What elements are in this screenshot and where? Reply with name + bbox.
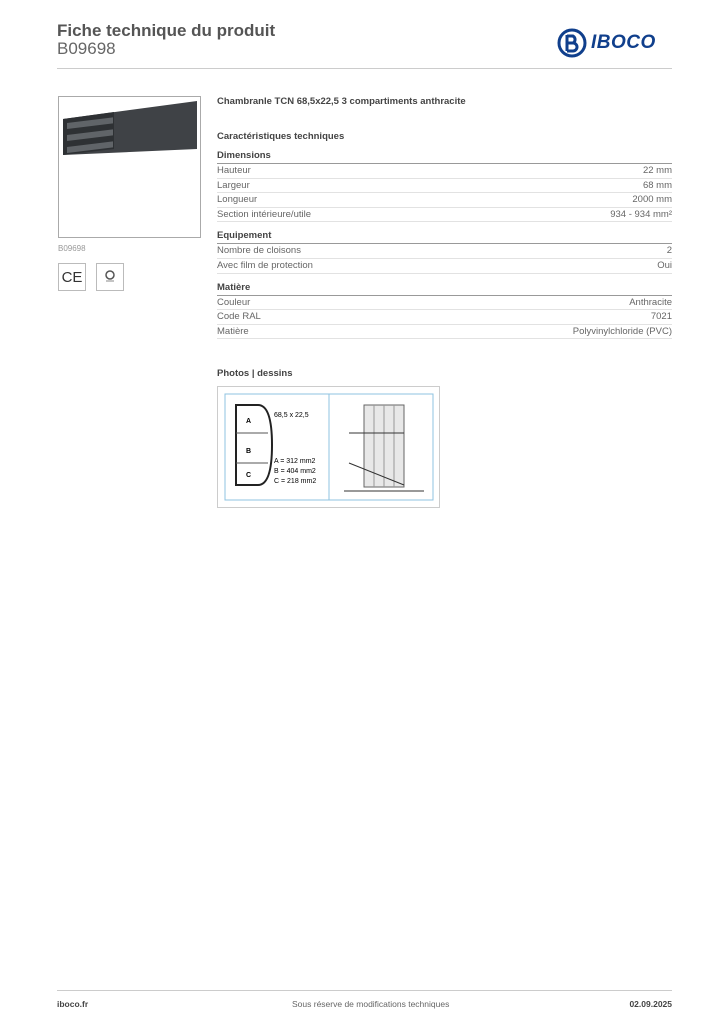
- spec-value: Polyvinylchloride (PVC): [572, 325, 672, 337]
- spec-label: Hauteur: [217, 165, 251, 176]
- area-b: B = 404 mm2: [274, 468, 316, 475]
- spec-group: [217, 230, 672, 273]
- spec-group: [217, 282, 672, 340]
- logo-icon: [557, 28, 587, 58]
- spec-row: [217, 259, 672, 274]
- spec-value: Anthracite: [629, 296, 672, 308]
- section-title: Caractéristiques techniques: [217, 131, 345, 142]
- product-image: [58, 96, 201, 238]
- footer-site[interactable]: iboco.fr: [57, 999, 89, 1009]
- image-code: B09698: [58, 244, 86, 253]
- photos-title: Photos | dessins: [217, 368, 293, 379]
- spec-row: [217, 164, 672, 179]
- spec-value: 22 mm: [642, 165, 672, 176]
- ce-mark-icon: [58, 263, 86, 291]
- group-title: Dimensions: [217, 150, 672, 164]
- area-a: A = 312 mm2: [274, 458, 316, 465]
- spec-row: [217, 244, 672, 259]
- spec-label: Longueur: [217, 194, 258, 206]
- ce-text: CE: [61, 268, 83, 286]
- product-code: B09698: [57, 39, 116, 58]
- product-name: Chambranle TCN 68,5x22,5 3 compartiments anthracite: [217, 96, 466, 107]
- spec-label: Nombre de cloisons: [217, 245, 301, 257]
- spec-row: [217, 208, 672, 223]
- spec-label: Code RAL: [217, 311, 261, 323]
- spec-value: 2: [666, 245, 672, 257]
- label-c: C: [246, 472, 252, 479]
- spec-row: [217, 179, 672, 194]
- spec-label: Avec film de protection: [217, 259, 313, 271]
- footer-date: 02.09.2025: [629, 999, 672, 1009]
- footer-divider: [57, 990, 672, 991]
- iboco-logo: [557, 28, 656, 58]
- page-title: Fiche technique du produit: [57, 21, 276, 40]
- group-title: Equipement: [217, 230, 672, 244]
- logo-text: IBOCO: [591, 32, 656, 53]
- spec-label: Largeur: [217, 179, 250, 191]
- footer-note: Sous réserve de modifications techniques: [292, 999, 450, 1009]
- spec-row: [217, 296, 672, 311]
- spec-row: [217, 193, 672, 208]
- spec-label: Section intérieure/utile: [217, 208, 311, 220]
- spec-group: [217, 150, 672, 222]
- specs: [217, 96, 672, 345]
- group-title: Matière: [217, 282, 672, 296]
- technical-drawing: [217, 386, 440, 508]
- label-a: A: [246, 418, 252, 425]
- certification-icon: [96, 263, 124, 291]
- header-divider: [57, 68, 672, 69]
- spec-row: [217, 325, 672, 340]
- spec-label: Couleur: [217, 296, 251, 308]
- spec-value: Oui: [657, 259, 672, 271]
- spec-row: [217, 310, 672, 325]
- area-c: C = 218 mm2: [274, 478, 317, 485]
- spec-value: 68 mm: [642, 179, 672, 191]
- label-b: B: [246, 448, 252, 455]
- spec-value: 7021: [650, 311, 672, 323]
- dimensions-text: 68,5 x 22,5: [274, 412, 309, 419]
- spec-label: Matière: [217, 325, 249, 337]
- spec-value: 2000 mm: [632, 194, 672, 206]
- spec-value: 934 - 934 mm²: [610, 208, 672, 220]
